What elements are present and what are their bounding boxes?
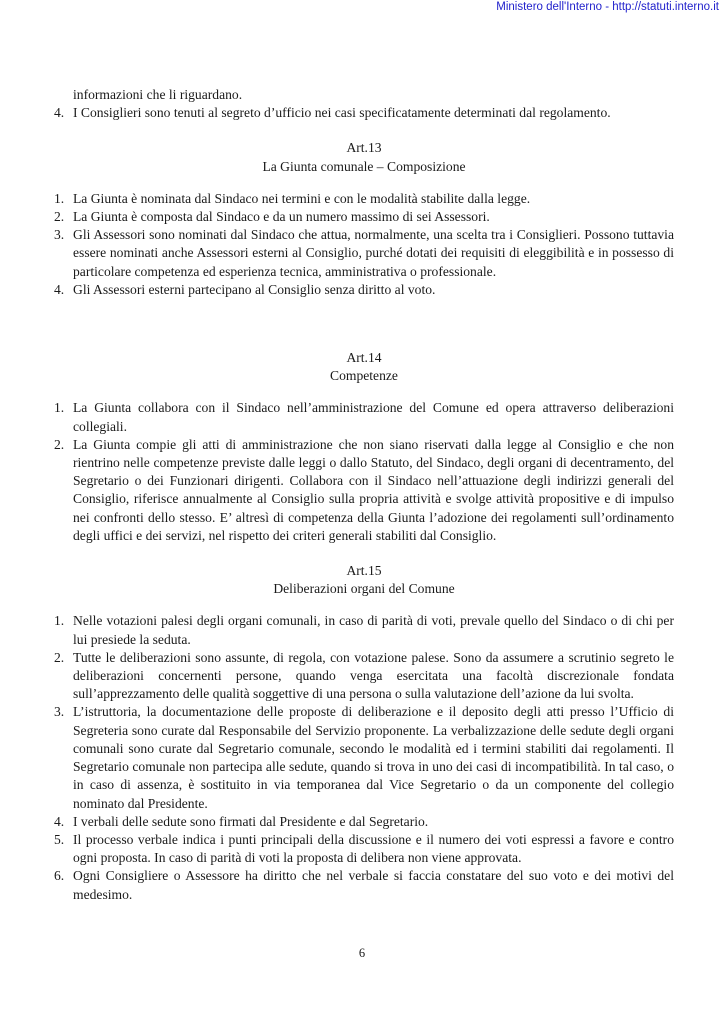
item-number: 4. [54,105,65,121]
article-title: La Giunta comunale – Composizione [262,158,466,174]
item-text: La Giunta collabora con il Sindaco nell’amministrazione del Comune ed opera attraverso deliberazioni collegiali. [73,400,674,434]
list-item [54,281,674,299]
list-item [54,399,674,435]
item-number: 2. [54,649,65,665]
source-link[interactable]: Ministero dell'Interno - http://statuti.interno.it [496,1,719,13]
item-number: 2. [54,436,65,452]
item-text: Il processo verbale indica i punti principali della discussione e il numero dei voti espressi a favore e contro ogni proposta. In caso di parità di voti la proposta di delibera non viene approvata. [73,831,674,866]
item-text: Gli Assessori sono nominati dal Sindaco che attua, normalmente, una scelta tra i Consiglieri. Possono tuttavia essere nominati anche Assessori esterni al Consiglio, purché dotati dei requisiti di eleggibilità e in possesso di particolare competenza ed esperienza tecnica, amministrativa o professionale. [73,227,674,279]
item-text: I verbali delle sedute sono firmati dal Presidente e dal Segretario. [73,813,429,829]
item-text: L’istruttoria, la documentazione delle proposte di deliberazione e il deposito degli atti presso l’Ufficio di Segreteria sono curate dal Responsabile del Servizio proponente. La verbalizzazione delle sedute degli organi comunali sono curate dal Segretario comunale, secondo le modalità ed i termini stabiliti dai regolamenti. Il Segretario comunale non partecipa alle sedute, quando si trova in uno dei casi di incompatibilità. In tal caso, o in caso di assenza, è sostituito in via temporanea dal Vice Segretario o da un componente del collegio nominato dal Presidente. [73,704,674,811]
item-number: 3. [54,704,65,720]
list-item [54,703,674,812]
list-item [54,831,674,867]
item-number: 1. [54,613,65,629]
item-number: 1. [54,190,65,206]
article-title: Deliberazioni organi del Comune [273,581,455,597]
article-number: Art.15 [346,563,382,579]
list-item [54,190,674,208]
list-item [54,612,674,648]
item-text: La Giunta compie gli atti di amministrazione che non siano riservati dalla legge al Consiglio e che non rientrino nelle competenze previste dalle leggi o dallo Statuto, del Sindaco, degli organi di decentramento, del Segretario o dei Funzionari dirigenti. Collabora con il Sindaco nell’attuazione degli indirizzi generali del Consiglio, riferisce annualmente al Consiglio sulla propria attività e svolge attività propositive e di impulso nei confronti dello stesso. E’ altresì di competenza della Giunta l’adozione dei regolamenti sull’ordinamento degli uffici e dei servizi, nel rispetto dei criteri generali stabiliti dal Consiglio. [73,436,674,543]
list-item [54,867,674,903]
list-item [54,649,674,704]
continuation-list [54,104,674,122]
article-13 [54,139,674,299]
article-14 [54,349,674,545]
page-number: 6 [358,946,366,960]
article-15 [54,562,674,904]
item-number: 3. [54,227,65,243]
item-number: 4. [54,281,65,297]
list-item [54,813,674,831]
item-number: 2. [54,209,65,225]
article-list [54,190,674,299]
item-text: La Giunta è nominata dal Sindaco nei termini e con le modalità stabilite dalla legge. [73,190,531,206]
article-number: Art.14 [346,350,382,366]
item-text: Tutte le deliberazioni sono assunte, di regola, con votazione palese. Sono da assumere a scrutinio segreto le deliberazioni concernenti persone, quando venga esercitata una facoltà discrezionale fondata sull’apprezzamento delle qualità soggettive di una persona o sulla valutazione dell’azione da lui svolta. [73,649,674,702]
item-text: Ogni Consigliere o Assessore ha diritto che nel verbale si faccia constatare del suo voto e dei motivi del medesimo. [73,868,674,902]
item-text: Nelle votazioni palesi degli organi comunali, in caso di parità di voti, prevale quello del Sindaco o di chi per lui presiede la seduta. [73,613,674,647]
article-list [54,399,674,545]
list-item [54,226,674,281]
list-item [54,104,674,122]
item-number: 4. [54,813,65,829]
item-number: 5. [54,831,65,847]
article-number: Art.13 [346,140,382,156]
item-text: Gli Assessori esterni partecipano al Consiglio senza diritto al voto. [73,281,436,297]
document-page [54,86,674,904]
item-text: I Consiglieri sono tenuti al segreto d’ufficio nei casi specificatamente determinati dal regolamento. [73,105,611,121]
article-title: Competenze [330,368,398,384]
item-number: 6. [54,868,65,884]
item-text: La Giunta è composta dal Sindaco e da un numero massimo di sei Assessori. [73,209,490,225]
list-item [54,436,674,545]
continuation-text: informazioni che li riguardano. [73,87,243,102]
article-list [54,612,674,903]
item-number: 1. [54,400,65,416]
list-item [54,208,674,226]
